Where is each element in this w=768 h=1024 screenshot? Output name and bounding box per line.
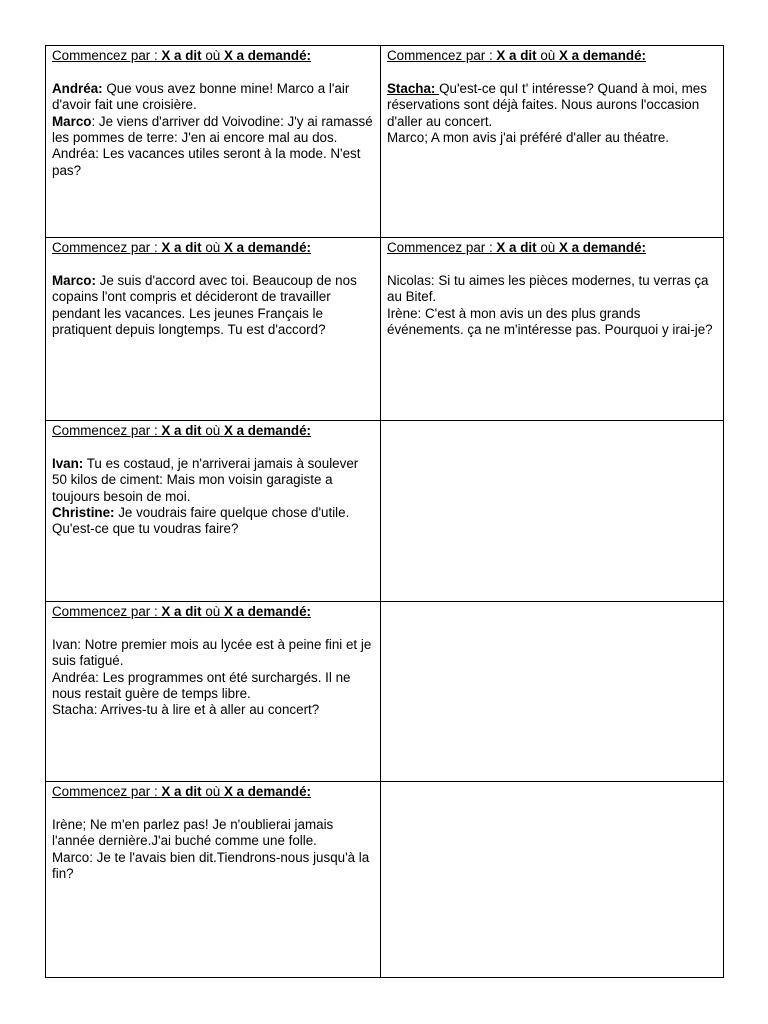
dialogue-line: Andréa: Les vacances utiles seront à la mode. N'est pas? — [52, 146, 361, 178]
dialogue-cell-9 — [46, 782, 381, 978]
table-row — [46, 602, 724, 782]
cell-instruction: Commencez par : X a dit où X a demandé: — [387, 240, 647, 255]
dialogue-cell-7 — [46, 602, 381, 782]
exercise-table — [45, 45, 724, 978]
dialogue-line: Ivan: Tu es costaud, je n'arriverai jamais à soulever 50 kilos de ciment: Mais mon voisin garagiste a toujours besoin de moi. — [52, 455, 359, 504]
cell-instruction: Commencez par : X a dit où X a demandé: — [52, 423, 312, 438]
table-row — [46, 421, 724, 602]
dialogue-line: Nicolas: Si tu aimes les pièces modernes, tu verras ça au Bitef. — [387, 272, 709, 305]
dialogue-line: Christine: Je voudrais faire quelque chose d'utile. Qu'est-ce que tu voudras faire? — [52, 505, 350, 537]
dialogue-line: Andréa: Que vous avez bonne mine! Marco a l'air d'avoir fait une croisière. — [52, 80, 350, 113]
dialogue-line: Stacha: Arrives-tu à lire et à aller au concert? — [52, 702, 320, 718]
dialogue-line: Marco: Je te l'avais bien dit.Tiendrons-nous jusqu'à la fin? — [52, 849, 370, 882]
cell-instruction: Commencez par : X a dit où X a demandé: — [52, 240, 312, 255]
dialogue-line: Marco; A mon avis j'ai préféré d'aller au théatre. — [387, 130, 669, 146]
dialogue-line: Irène; Ne m'en parlez pas! Je n'oublierai jamais l'année dernière.J'ai buché comme une folle. — [52, 816, 334, 849]
dialogue-cell-1 — [46, 46, 381, 238]
table-row — [46, 782, 724, 978]
dialogue-line: Marco: Je suis d'accord avec toi. Beaucoup de nos copains l'ont compris et décideront de travailler pendant les vacances. Les jeunes Français le pratiquent depuis longtemps. Tu est d'accord? — [52, 272, 357, 338]
table-row — [46, 46, 724, 238]
dialogue-cell-3 — [46, 238, 381, 421]
dialogue-cell-5 — [46, 421, 381, 602]
dialogue-line: Ivan: Notre premier mois au lycée est à peine fini et je suis fatigué. — [52, 636, 372, 669]
table-row — [46, 238, 724, 421]
empty-cell-8 — [381, 602, 724, 782]
dialogue-line: Irène: C'est à mon avis un des plus grands événements. ça ne m'intéresse pas. Pourquoi y irai-je? — [387, 305, 713, 338]
dialogue-line: Marco: Je viens d'arriver dd Voivodine: J'y ai ramassé les pommes de terre: J'en ai encore mal au dos. — [52, 113, 373, 146]
cell-instruction: Commencez par : X a dit où X a demandé: — [52, 784, 312, 799]
cell-instruction: Commencez par : X a dit où X a demandé: — [52, 48, 312, 63]
empty-cell-10 — [381, 782, 724, 978]
cell-instruction: Commencez par : X a dit où X a demandé: — [387, 48, 647, 63]
dialogue-cell-4 — [381, 238, 724, 421]
cell-instruction: Commencez par : X a dit où X a demandé: — [52, 604, 312, 619]
dialogue-line: Stacha: Qu'est-ce quI t' intéresse? Quand à moi, mes réservations sont déjà faites. Nous aurons l'occasion d'aller au concert. — [387, 80, 707, 129]
empty-cell-6 — [381, 421, 724, 602]
dialogue-line: Andréa: Les programmes ont été surchargés. Il ne nous restait guère de temps libre. — [52, 669, 351, 702]
dialogue-cell-2 — [381, 46, 724, 238]
